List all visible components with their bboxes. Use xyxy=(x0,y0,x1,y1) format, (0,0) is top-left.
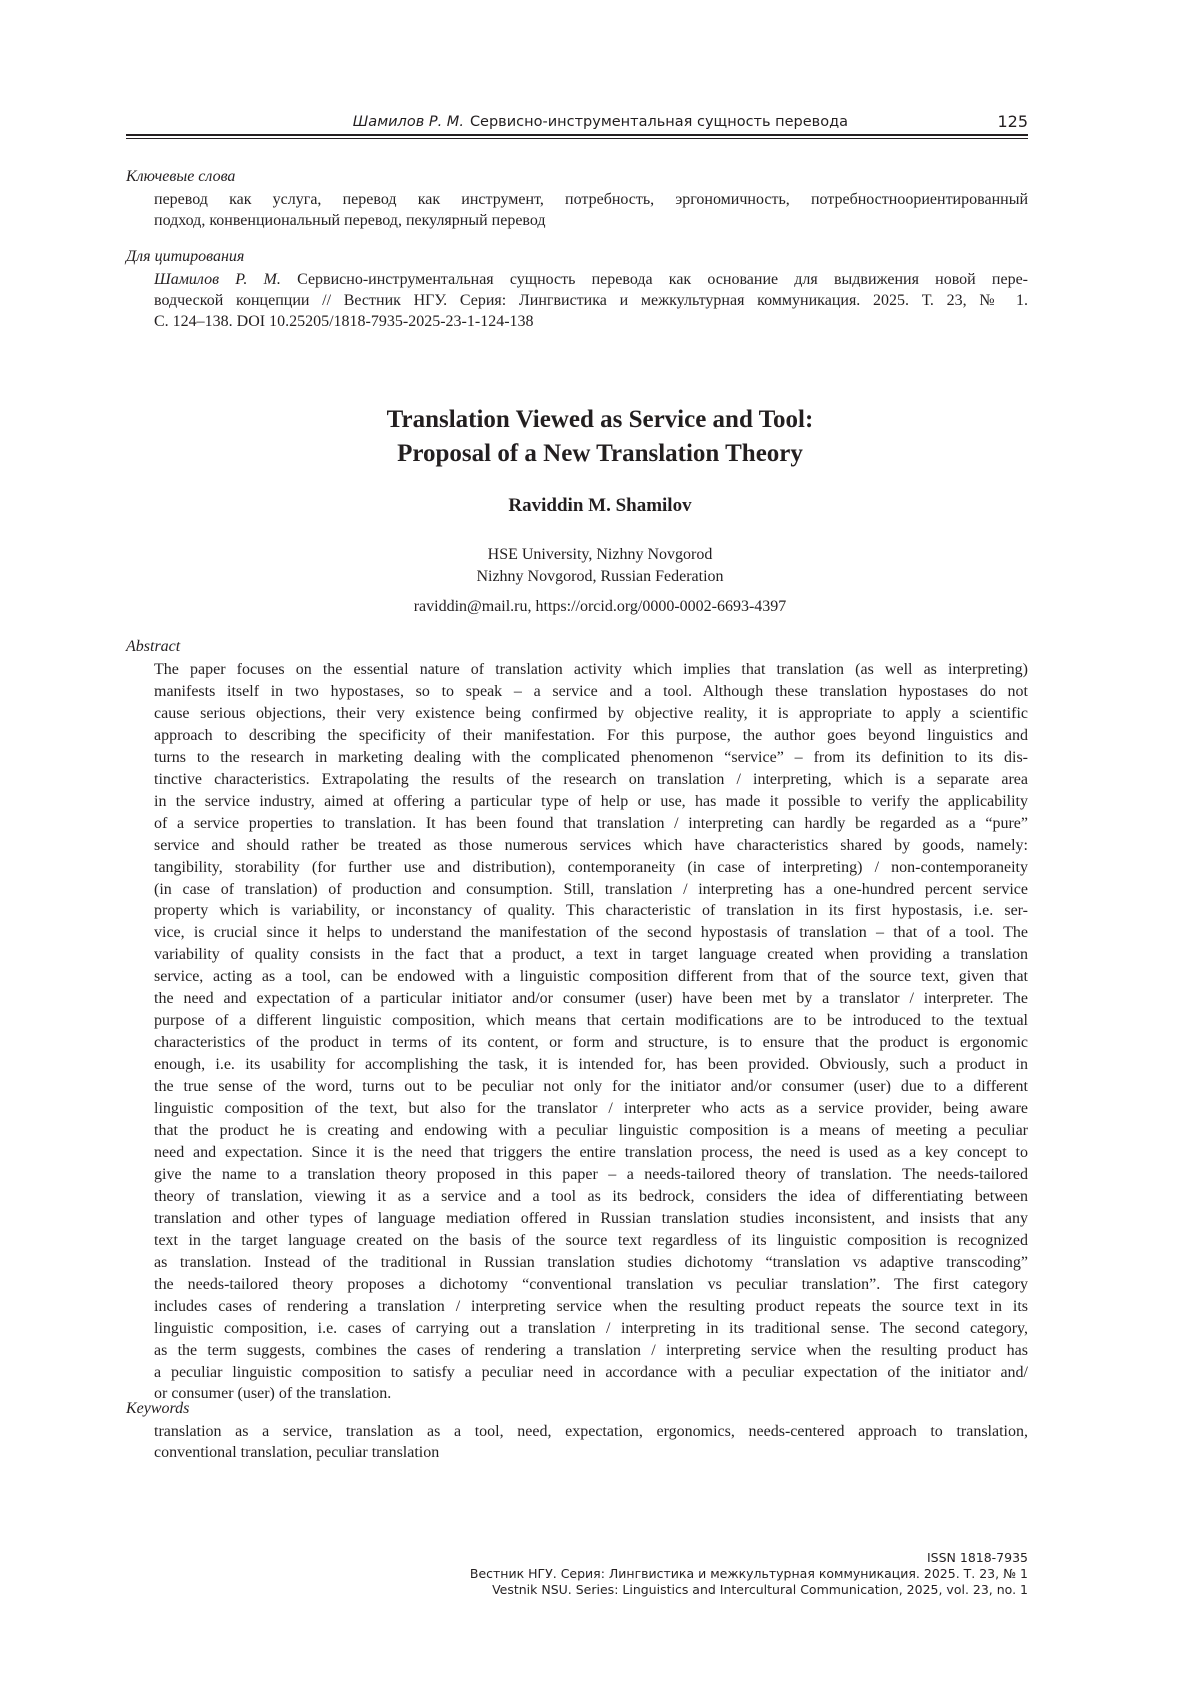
abstract-line: purpose of a different linguistic composition, which means that certain modifications are to be introduced to the textual xyxy=(154,1010,1028,1032)
abstract-line: enough, i.e. its usability for accomplishing the task, it is intended for, has been provided. Obviously, such a product in xyxy=(154,1054,1028,1076)
ru-keywords-label: Ключевые слова xyxy=(126,168,235,186)
abstract-line: linguistic composition, i.e. cases of carrying out a translation / interpreting in its traditional sense. The second category, xyxy=(154,1318,1028,1340)
author-name: Raviddin M. Shamilov xyxy=(0,495,1200,517)
text-line: водческой концепции // Вестник НГУ. Серия: Лингвистика и межкультурная коммуникация. 2025. Т. 23, № 1. xyxy=(154,290,1028,311)
abstract-line: tinctive characteristics. Extrapolating the results of the research on translation / interpreting, which is a separate area xyxy=(154,769,1028,791)
text-line: подход, конвенциональный перевод, пекулярный перевод xyxy=(154,210,1028,231)
abstract-line: characteristics of the product in terms of its content, or form and structure, is to ensure that the product is ergonomic xyxy=(154,1032,1028,1054)
abstract-line: theory of translation, viewing it as a service and a tool as its bedrock, considers the idea of differentiating between xyxy=(154,1186,1028,1208)
affiliation xyxy=(0,544,1200,588)
article-title xyxy=(0,403,1200,471)
affiliation-line: Nizhny Novgorod, Russian Federation xyxy=(0,566,1200,588)
abstract-line: that the product he is creating and endowing with a peculiar linguistic composition is a means of meeting a peculiar xyxy=(154,1120,1028,1142)
abstract-line: or consumer (user) of the translation. xyxy=(154,1383,1028,1405)
affiliation-line: HSE University, Nizhny Novgorod xyxy=(0,544,1200,566)
abstract-line: cause serious objections, their very existence being confirmed by objective reality, it is appropriate to apply a scientific xyxy=(154,703,1028,725)
contact: raviddin@mail.ru, https://orcid.org/0000-0002-6693-4397 xyxy=(0,598,1200,616)
abstract-line: includes cases of rendering a translation / interpreting service when the resulting product repeats the source text in its xyxy=(154,1296,1028,1318)
abstract-line: need and expectation. Since it is the need that triggers the entire translation process, the need is used as a key concept to xyxy=(154,1142,1028,1164)
abstract-line: manifests itself in two hypostases, so to speak – a service and a tool. Although these translation hypostases do not xyxy=(154,681,1028,703)
text-line: translation as a service, translation as a tool, need, expectation, ergonomics, needs-centered approach to translation, xyxy=(154,1421,1028,1442)
running-title-text: Сервисно-инструментальная сущность перевода xyxy=(470,114,848,130)
abstract-line: linguistic composition of the text, but also for the translator / interpreter who acts as a service provider, being aware xyxy=(154,1098,1028,1120)
abstract-line: give the name to a translation theory proposed in this paper – a needs-tailored theory of translation. The needs-tailored xyxy=(154,1164,1028,1186)
abstract-line: of a service properties to translation. It has been found that translation / interpreting can hardly be regarded as a “pure” xyxy=(154,813,1028,835)
header-rule-thin xyxy=(126,138,1028,139)
title-line: Proposal of a New Translation Theory xyxy=(0,437,1200,471)
keywords-label: Keywords xyxy=(126,1400,189,1418)
citation-label: Для цитирования xyxy=(126,248,244,266)
abstract-line: variability of quality consists in the fact that a product, a text in target language created when providing a translation xyxy=(154,944,1028,966)
running-author: Шамилов Р. М. xyxy=(353,114,464,130)
abstract-line: translation and other types of language mediation offered in Russian translation studies inconsistent, and insists that any xyxy=(154,1208,1028,1230)
abstract-line: approach to describing the specificity of their manifestation. For this purpose, the author goes beyond linguistics and xyxy=(154,725,1028,747)
citation xyxy=(154,269,1028,332)
abstract-line: the needs-tailored theory proposes a dichotomy “conventional translation vs peculiar translation”. The first category xyxy=(154,1274,1028,1296)
abstract-line: (in case of translation) of production and consumption. Still, translation / interpreting has a one-hundred percent service xyxy=(154,879,1028,901)
abstract-line: service and should rather be treated as those numerous services which have characteristics shared by goods, namely: xyxy=(154,835,1028,857)
text-line: перевод как услуга, перевод как инструмент, потребность, эргономичность, потребностноориентированный xyxy=(154,189,1028,210)
running-title xyxy=(353,114,848,130)
ru-keywords xyxy=(154,189,1028,231)
journal-en: Vestnik NSU. Series: Linguistics and Intercultural Communication, 2025, vol. 23, no. 1 xyxy=(470,1582,1028,1598)
header-rule xyxy=(126,134,1028,136)
running-header xyxy=(126,112,1028,132)
keywords xyxy=(154,1421,1028,1463)
abstract-line: turns to the research in marketing dealing with the complicated phenomenon “service” – from its definition to its dis- xyxy=(154,747,1028,769)
text-line: conventional translation, peculiar translation xyxy=(154,1442,1028,1463)
page-number: 125 xyxy=(997,112,1028,131)
footer xyxy=(470,1550,1028,1598)
abstract-line: as the term suggests, combines the cases of rendering a translation / interpreting service when the resulting product has xyxy=(154,1340,1028,1362)
abstract-line: the true sense of the word, turns out to be peculiar not only for the initiator and/or consumer (user) due to a different xyxy=(154,1076,1028,1098)
abstract-line: vice, is crucial since it helps to understand the manifestation of the second hypostasis of translation – that of a tool. The xyxy=(154,922,1028,944)
abstract xyxy=(154,659,1028,1405)
abstract-label: Abstract xyxy=(126,638,180,656)
citation-text: Сервисно-инструментальная сущность перевода как основание для выдвижения новой пере- xyxy=(281,271,1028,288)
abstract-line: the need and expectation of a particular initiator and/or consumer (user) have been met by a translator / interpreter. The xyxy=(154,988,1028,1010)
journal-ru: Вестник НГУ. Серия: Лингвистика и межкультурная коммуникация. 2025. Т. 23, № 1 xyxy=(470,1566,1028,1582)
abstract-line: a peculiar linguistic composition to satisfy a peculiar need in accordance with a peculiar expectation of the initiator and/ xyxy=(154,1362,1028,1384)
text-line xyxy=(154,269,1028,290)
abstract-line: tangibility, storability (for further use and distribution), contemporaneity (in case of interpreting) / non-contemporaneity xyxy=(154,857,1028,879)
text-line: С. 124–138. DOI 10.25205/1818-7935-2025-23-1-124-138 xyxy=(154,311,1028,332)
abstract-line: as translation. Instead of the traditional in Russian translation studies dichotomy “translation vs adaptive transcoding” xyxy=(154,1252,1028,1274)
abstract-line: service, acting as a tool, can be endowed with a linguistic composition different from that of the source text, given that xyxy=(154,966,1028,988)
abstract-line: property which is variability, or inconstancy of quality. This characteristic of translation in its first hypostasis, i.e. ser- xyxy=(154,900,1028,922)
page xyxy=(0,0,1200,1697)
title-line: Translation Viewed as Service and Tool: xyxy=(0,403,1200,437)
citation-author: Шамилов Р. М. xyxy=(154,271,281,288)
abstract-line: The paper focuses on the essential nature of translation activity which implies that translation (as well as interpreting) xyxy=(154,659,1028,681)
abstract-line: text in the target language created on the basis of the source text regardless of its linguistic composition is recognized xyxy=(154,1230,1028,1252)
issn: ISSN 1818-7935 xyxy=(470,1550,1028,1566)
abstract-line: in the service industry, aimed at offering a particular type of help or use, has made it possible to verify the applicability xyxy=(154,791,1028,813)
